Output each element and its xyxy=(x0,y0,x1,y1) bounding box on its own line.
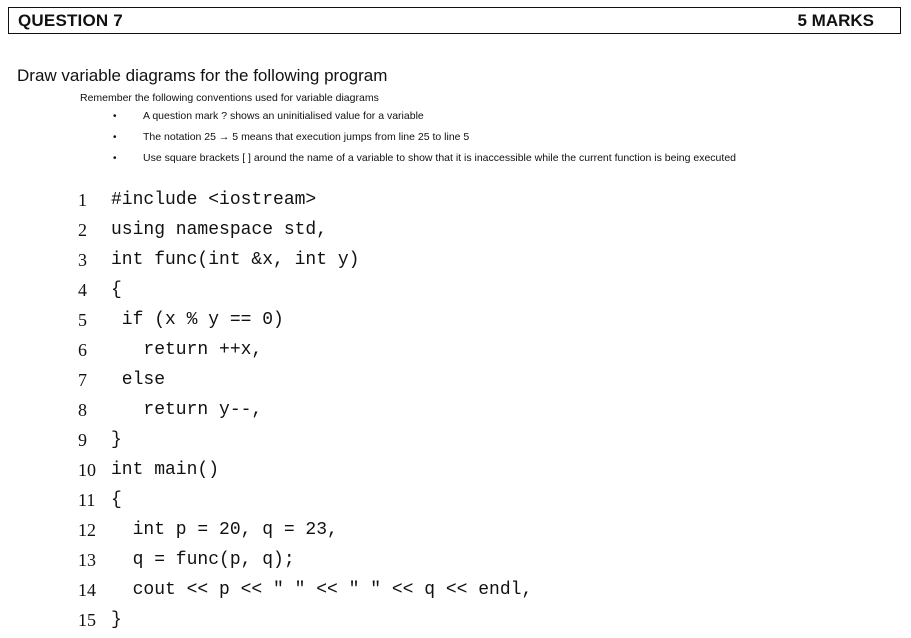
code-line xyxy=(78,488,532,518)
code-text: { xyxy=(111,490,122,510)
line-number: 9 xyxy=(78,430,87,450)
code-text: int p = 20, q = 23, xyxy=(111,520,338,540)
line-number: 4 xyxy=(78,280,87,300)
code-text: cout << p << " " << " " << q << endl, xyxy=(111,580,533,600)
line-number: 15 xyxy=(78,610,96,630)
code-line xyxy=(78,308,532,338)
line-number: 6 xyxy=(78,340,87,360)
code-text: } xyxy=(111,610,122,630)
code-text: using namespace std, xyxy=(111,220,328,240)
code-line xyxy=(78,278,532,308)
line-number: 14 xyxy=(78,580,96,600)
code-line xyxy=(78,458,532,488)
line-number: 2 xyxy=(78,220,87,240)
line-number: 7 xyxy=(78,370,87,390)
bullet-icon: • xyxy=(113,111,117,122)
question-instruction: Draw variable diagrams for the following program xyxy=(17,66,388,85)
code-line xyxy=(78,518,532,548)
code-text: } xyxy=(111,430,122,450)
code-line xyxy=(78,398,532,428)
code-listing xyxy=(78,188,532,638)
question-header xyxy=(8,7,901,34)
conventions-list xyxy=(113,110,736,173)
question-number: QUESTION 7 xyxy=(18,11,123,30)
code-line xyxy=(78,188,532,218)
code-text: if (x % y == 0) xyxy=(111,310,284,330)
line-number: 5 xyxy=(78,310,87,330)
bullet-icon: • xyxy=(113,153,117,164)
conventions-intro: Remember the following conventions used for variable diagrams xyxy=(80,92,379,104)
convention-item xyxy=(113,152,736,173)
code-text: else xyxy=(111,370,166,390)
code-line xyxy=(78,608,532,638)
convention-text: The notation 25 → 5 means that execution jumps from line 25 to line 5 xyxy=(143,131,470,143)
convention-text: Use square brackets [ ] around the name of a variable to show that it is inaccessible while the current function is being executed xyxy=(143,152,736,164)
code-text: return ++x, xyxy=(111,340,263,360)
code-line xyxy=(78,218,532,248)
code-text: #include <iostream> xyxy=(111,190,317,210)
line-number: 13 xyxy=(78,550,96,570)
convention-item xyxy=(113,110,736,131)
code-text: int main() xyxy=(111,460,220,480)
code-text: int func(int &x, int y) xyxy=(111,250,360,270)
code-line xyxy=(78,368,532,398)
line-number: 12 xyxy=(78,520,96,540)
code-text: return y--, xyxy=(111,400,263,420)
code-line xyxy=(78,548,532,578)
line-number: 3 xyxy=(78,250,87,270)
convention-text: A question mark ? shows an uninitialised value for a variable xyxy=(143,110,424,122)
line-number: 11 xyxy=(78,490,96,510)
code-line xyxy=(78,338,532,368)
code-line xyxy=(78,578,532,608)
convention-item xyxy=(113,131,736,152)
line-number: 10 xyxy=(78,460,96,480)
code-text: q = func(p, q); xyxy=(111,550,295,570)
code-line xyxy=(78,248,532,278)
question-marks: 5 MARKS xyxy=(797,11,874,30)
code-line xyxy=(78,428,532,458)
line-number: 1 xyxy=(78,190,87,210)
code-text: { xyxy=(111,280,122,300)
bullet-icon: • xyxy=(113,132,117,143)
line-number: 8 xyxy=(78,400,87,420)
